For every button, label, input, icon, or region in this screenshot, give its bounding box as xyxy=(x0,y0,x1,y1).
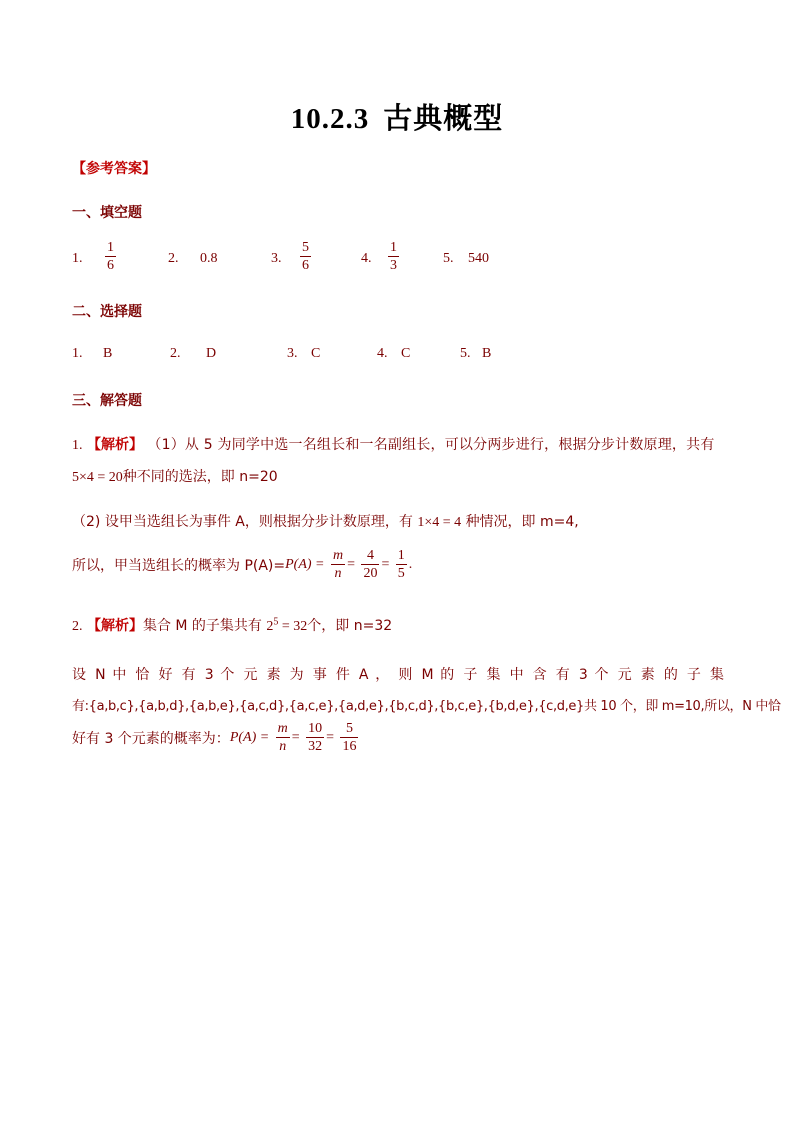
denominator: 20 xyxy=(363,566,378,581)
q2-text-1a: 集合 M 的子集共有 xyxy=(142,618,262,634)
q2-math-power xyxy=(266,616,308,634)
denominator: n xyxy=(334,566,342,581)
q1-text-3b: 种情况，即 m=4, xyxy=(465,514,579,530)
choice-item-5-index: 5. xyxy=(460,346,471,361)
fraction-value xyxy=(361,548,379,582)
q2-line-1 xyxy=(72,615,392,635)
power-exponent: 5 xyxy=(273,616,279,628)
equals-sign: = xyxy=(326,730,335,745)
solution-heading: 三、解答题 xyxy=(72,393,142,409)
q2-text-1b: 个，即 n=32 xyxy=(307,618,393,634)
fraction-result xyxy=(340,721,358,755)
title-text: 古典概型 xyxy=(383,101,504,135)
fill-item-5-answer: 540 xyxy=(468,251,489,266)
numerator: 1 xyxy=(390,240,397,255)
numerator: m xyxy=(332,548,344,563)
fraction xyxy=(300,240,311,274)
power-result: = 32 xyxy=(281,619,308,634)
q1-math-count: 1×4 = 4 xyxy=(417,515,462,530)
fraction xyxy=(388,240,399,274)
q2-line-4 xyxy=(72,721,360,755)
q1-line-2 xyxy=(72,466,278,486)
choice-item-4-answer: C xyxy=(401,346,411,361)
equals-sign: = xyxy=(347,557,355,572)
fill-item-2-index: 2. xyxy=(168,251,179,266)
q2-text-4: 好有 3 个元素的概率为： xyxy=(72,731,230,747)
numerator: 1 xyxy=(397,548,405,563)
denominator: n xyxy=(279,739,287,754)
power-base: 2 xyxy=(266,619,274,634)
fraction xyxy=(105,240,116,274)
q2-index: 2. xyxy=(72,619,83,634)
choice-item-3-answer: C xyxy=(311,346,321,361)
choice-item-5-answer: B xyxy=(482,346,492,361)
numerator: 5 xyxy=(302,240,309,255)
answer-tag: 【参考答案】 xyxy=(72,161,156,177)
numerator: 10 xyxy=(308,721,323,736)
q2-lhs: P(A) = xyxy=(229,730,270,745)
equals-sign: = xyxy=(291,730,300,745)
q1-line-1 xyxy=(72,434,715,454)
fraction-m-n xyxy=(331,548,345,582)
q1-index: 1. xyxy=(72,438,83,453)
fraction-m-n xyxy=(276,721,290,755)
denominator: 3 xyxy=(390,258,397,273)
denominator: 32 xyxy=(308,739,323,754)
q1-text-2: 种不同的选法，即 n=20 xyxy=(122,469,278,485)
q1-text-4: 所以，甲当选组长的概率为 P(A)= xyxy=(72,558,286,574)
choice-item-2-answer: D xyxy=(206,346,217,361)
numerator: 1 xyxy=(107,240,114,255)
choice-item-2-index: 2. xyxy=(170,346,181,361)
q1-math-product: 5×4 = 20 xyxy=(72,470,123,485)
choice-item-1-answer: B xyxy=(103,346,113,361)
q1-analysis-tag: 【解析】 xyxy=(86,437,143,453)
fraction-value xyxy=(306,721,324,755)
numerator: m xyxy=(277,721,288,736)
q1-text-3a: （2) 设甲当选组长为事件 A，则根据分步计数原理，有 xyxy=(72,514,413,530)
numerator: 4 xyxy=(361,548,379,565)
fill-item-1-index: 1. xyxy=(72,251,83,266)
fill-item-2-answer: 0.8 xyxy=(200,251,218,266)
q2-line-2: 设 N 中 恰 好 有 3 个 元 素 为 事 件 A ， 则 M 的 子 集 中 含 有 3 个 元 素 的 子 集 xyxy=(72,667,724,683)
choice-heading: 二、选择题 xyxy=(72,304,142,320)
fill-item-1-answer xyxy=(103,240,118,274)
q1-lhs: P(A) = xyxy=(285,557,325,572)
fill-item-3-index: 3. xyxy=(271,251,282,266)
denominator: 5 xyxy=(397,566,405,581)
q2-analysis-tag: 【解析】 xyxy=(86,618,143,634)
fill-blank-heading: 一、填空题 xyxy=(72,205,142,221)
fill-item-4-answer xyxy=(386,240,401,274)
q1-line-3 xyxy=(72,511,579,531)
title-number: 10.2.3 xyxy=(290,103,370,135)
fraction-result xyxy=(396,548,407,582)
equals-sign: = xyxy=(381,557,390,572)
fill-item-3-answer xyxy=(298,240,313,274)
q1-text-1: （1）从 5 为同学中选一名组长和一名副组长，可以分两步进行，根据分步计数原理，共有 xyxy=(147,437,715,453)
q1-line-4 xyxy=(72,548,412,582)
period: . xyxy=(408,557,413,572)
choice-item-3-index: 3. xyxy=(287,346,298,361)
denominator: 6 xyxy=(302,258,309,273)
fill-item-4-index: 4. xyxy=(361,251,372,266)
denominator: 16 xyxy=(342,739,357,754)
denominator: 6 xyxy=(107,258,114,273)
fill-item-5-index: 5. xyxy=(443,251,454,266)
numerator: 5 xyxy=(340,721,358,738)
q2-line-3: 有:{a,b,c},{a,b,d},{a,b,e},{a,c,d},{a,c,e},{a,d,e},{b,c,d},{b,c,e},{b,d,e},{c,d,e}共 10 个，即 m=10,所以，N 中恰 xyxy=(72,699,781,714)
page-title xyxy=(0,96,794,137)
choice-item-4-index: 4. xyxy=(377,346,388,361)
choice-item-1-index: 1. xyxy=(72,346,83,361)
